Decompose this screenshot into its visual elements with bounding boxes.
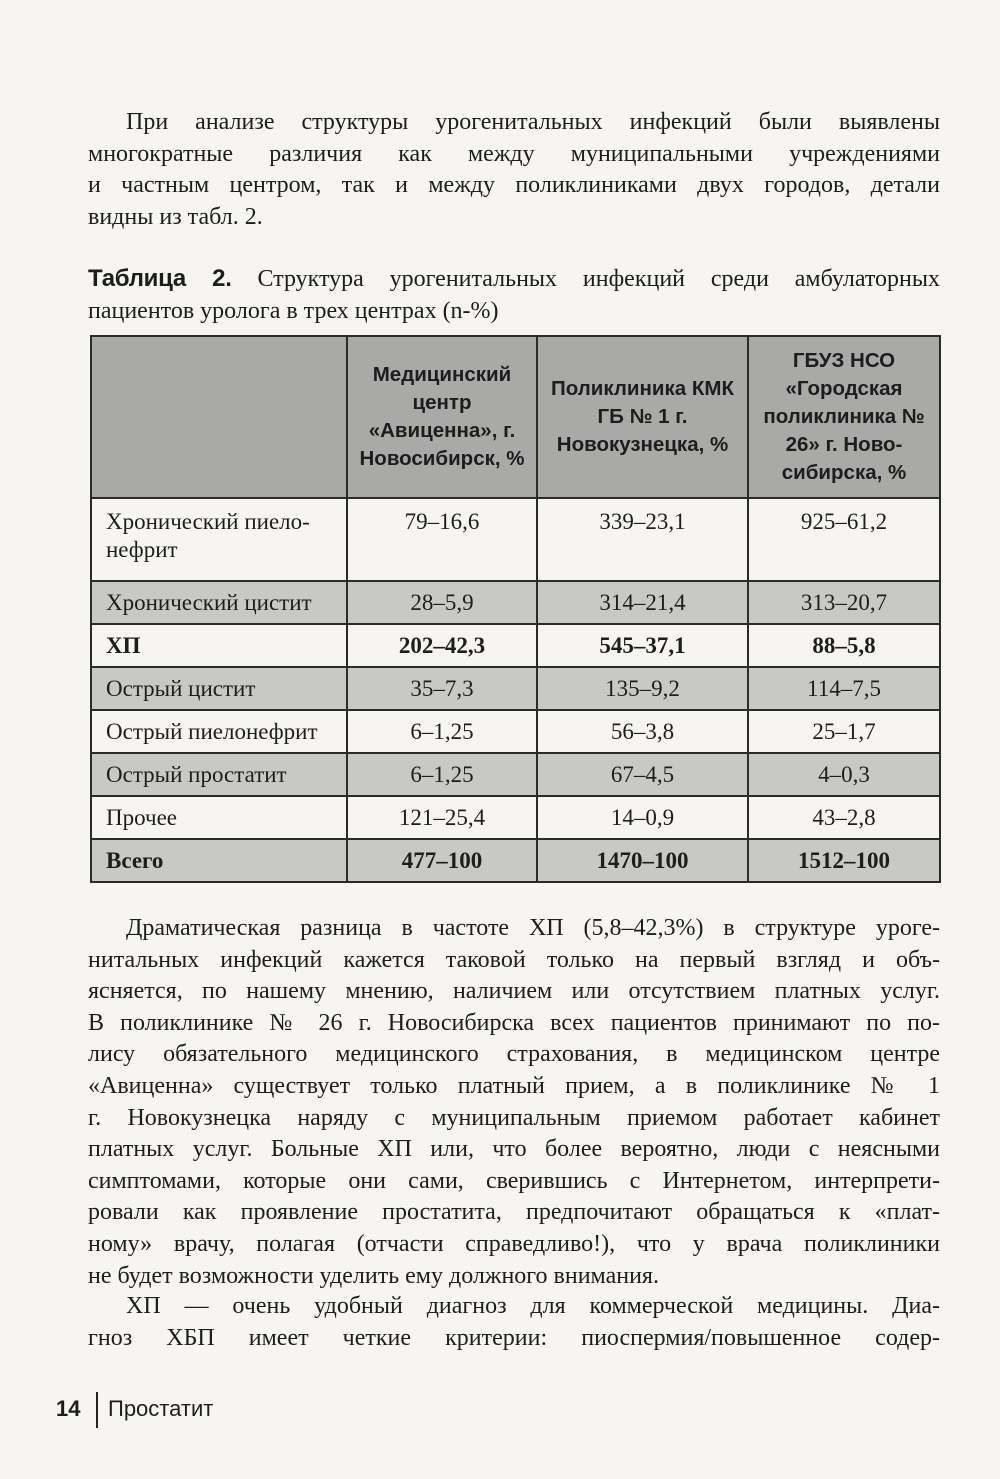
table-cell: 6–1,25 [347,753,537,796]
table-cell: 14–0,9 [537,796,748,839]
table-caption [88,263,940,327]
text-line: платных услуг. Больные ХП или, что более вероятно, люди с неясными [88,1136,940,1163]
text-line: ному» врачу, полагая (отчасти справедливо!), что у врача поликлиники [88,1230,940,1257]
text-line: ровали как проявление простатита, предпочитают обращаться к «плат- [88,1199,940,1226]
table-cell: 925–61,2 [748,498,940,581]
text-line: ясняется, по нашему мнению, наличием или отсутствием платных услуг. [88,978,940,1005]
row-label: Острый пиелонефрит [91,710,347,753]
text-line: ХП — очень удобный диагноз для коммерческой медицины. Диа- [126,1293,940,1319]
text-line: При анализе структуры урогенитальных инфекций были выявлены [126,109,940,135]
table-cell: 88–5,8 [748,624,940,667]
table-cell: 28–5,9 [347,581,537,624]
table-cell: 1470–100 [537,839,748,882]
table-row [91,498,940,581]
row-label: Всего [91,839,347,882]
text-line: нитальных инфекций кажется таковой только на первый взгляд и объ- [88,946,940,973]
infection-structure-table [90,335,941,883]
row-label: Хронический пиело-нефрит [91,498,347,581]
table-cell: 202–42,3 [347,624,537,667]
body-paragraph [88,913,940,1292]
table-row [91,624,940,667]
page-number: 14 [56,1396,81,1421]
row-label: Хронический цистит [91,581,347,624]
table-cell: 43–2,8 [748,796,940,839]
table-row [91,581,940,624]
intro-paragraph [88,107,940,233]
footer-divider [96,1392,98,1428]
table-cell: 67–4,5 [537,753,748,796]
table-header-row [91,336,940,498]
body-paragraph [88,1291,940,1354]
text-line: лису обязательного медицинского страхования, в медицинском центре [88,1041,940,1068]
table-caption-text: Структура урогенитальных инфекций среди амбулаторных [257,266,941,292]
table-row [91,796,940,839]
row-label: Прочее [91,796,347,839]
table-cell: 56–3,8 [537,710,748,753]
text-line: г. Новокузнецка наряду с муниципальным приемом работает кабинет [88,1104,940,1131]
row-label: ХП [91,624,347,667]
header-cell: Медицинский центр «Авиценна», г. Новосибирск, % [347,336,537,498]
table-cell: 477–100 [347,839,537,882]
running-title: Простатит [108,1396,214,1421]
table-row [91,667,940,710]
table-cell: 545–37,1 [537,624,748,667]
row-label: Острый цистит [91,667,347,710]
header-cell [91,336,347,498]
table-cell: 79–16,6 [347,498,537,581]
table-cell: 114–7,5 [748,667,940,710]
table-cell: 4–0,3 [748,753,940,796]
text-line: Драматическая разница в частоте ХП (5,8–42,3%) в структуре уроге- [126,915,940,941]
text-line: гноз ХБП имеет четкие критерии: пиоспермия/повышенное содер- [88,1324,940,1351]
header-cell: ГБУЗ НСО «Городская поликлиника № 26» г. Ново-сибирска, % [748,336,940,498]
text-line: видны из табл. 2. [88,203,263,230]
table-cell: 313–20,7 [748,581,940,624]
text-line: В поликлинике № 26 г. Новосибирска всех пациентов принимают по по- [88,1009,940,1036]
text-line: «Авиценна» существует только платный прием, а в поликлинике № 1 [88,1072,940,1099]
table-cell: 121–25,4 [347,796,537,839]
table-caption-label: Таблица 2. [88,265,232,292]
text-line: многократные различия как между муниципальными учреждениями [88,140,940,167]
text-line: и частным центром, так и между поликлиниками двух городов, детали [88,172,940,199]
table-cell: 6–1,25 [347,710,537,753]
text-line: симптомами, которые они сами, сверившись с Интернетом, интерпрети- [88,1167,940,1194]
table-cell: 314–21,4 [537,581,748,624]
table-cell: 35–7,3 [347,667,537,710]
text-line: не будет возможности уделить ему должного внимания. [88,1262,659,1289]
header-cell: Поликлиника КМК ГБ № 1 г. Новокузнецка, % [537,336,748,498]
table-row [91,710,940,753]
table-cell: 1512–100 [748,839,940,882]
table-row [91,753,940,796]
table-cell: 135–9,2 [537,667,748,710]
table-row-total [91,839,940,882]
table-cell: 339–23,1 [537,498,748,581]
table-caption-text-2: пациентов уролога в трех центрах (n-%) [88,298,499,324]
row-label: Острый простатит [91,753,347,796]
table-cell: 25–1,7 [748,710,940,753]
